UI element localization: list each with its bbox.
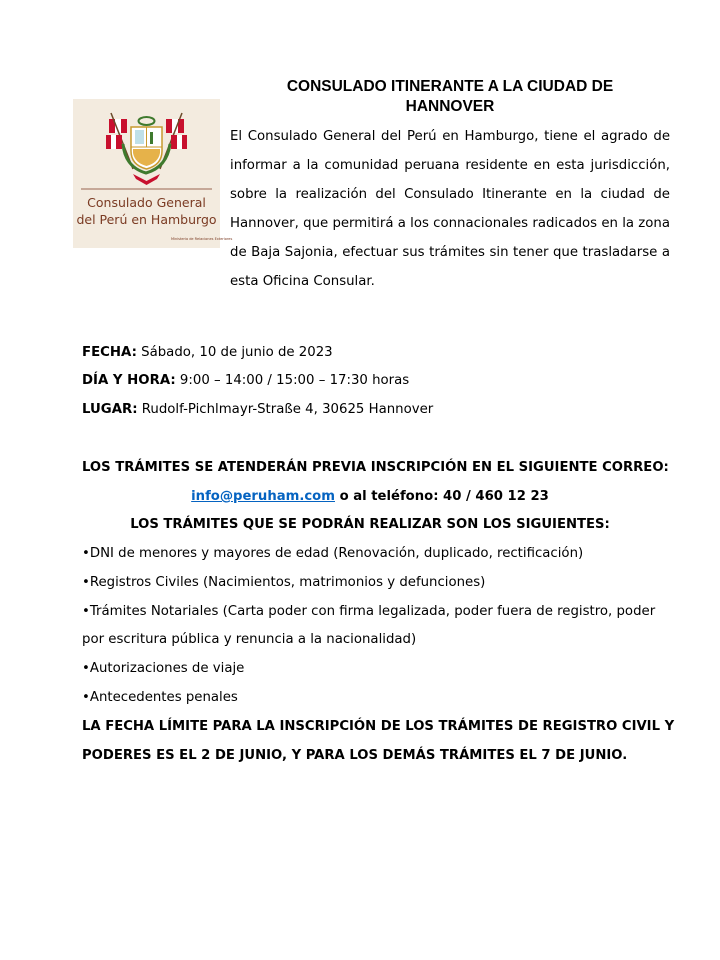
contact-line [82,489,658,504]
logo-text-line-1: Consulado General [87,195,206,210]
phone-text: o al teléfono: 40 / 460 12 23 [334,489,549,504]
date-value: Sábado, 10 de junio de 2023 [136,345,333,360]
peru-coat-of-arms-icon [73,99,220,194]
page-title [230,77,670,117]
logo-small-text: Ministerio de Relaciones Exteriores [171,237,233,241]
list-item: •Autorizaciones de viaje [82,661,245,676]
time-line [82,373,409,388]
logo-text-line-2: del Perú en Hamburgo [76,212,217,227]
place-line [82,402,433,417]
list-item: •DNI de menores y mayores de edad (Renovación, duplicado, rectificación) [82,546,584,561]
list-item: •Antecedentes penales [82,690,238,705]
list-item: por escritura pública y renuncia a la nacionalidad) [82,632,417,647]
deadline-line-1: LA FECHA LÍMITE PARA LA INSCRIPCIÓN DE LOS TRÁMITES DE REGISTRO CIVIL Y [82,719,675,734]
email-link[interactable]: info@peruham.com [191,489,335,504]
deadline-line-2: PODERES ES EL 2 DE JUNIO, Y PARA LOS DEMÁS TRÁMITES EL 7 DE JUNIO. [82,748,628,763]
services-heading: LOS TRÁMITES QUE SE PODRÁN REALIZAR SON LOS SIGUIENTES: [130,517,610,532]
place-value: Rudolf-Pichlmayr-Straße 4, 30625 Hannover [137,402,434,417]
list-item: •Trámites Notariales (Carta poder con firma legalizada, poder fuera de registro, poder [82,604,656,619]
title-line-1: CONSULADO ITINERANTE A LA CIUDAD DE [286,78,614,95]
title-line-2: HANNOVER [405,98,495,115]
place-label: LUGAR: [82,402,138,417]
time-label: DÍA Y HORA: [82,373,176,388]
date-line [82,345,333,360]
consulate-logo [73,99,233,248]
time-value: 9:00 – 14:00 / 15:00 – 17:30 horas [175,373,410,388]
intro-paragraph: El Consulado General del Perú en Hamburgo, tiene el agrado de informar a la comunidad peruana residente en esta jurisdicción, sobre la realización del Consulado Itinerante en la ciudad de Hannover, que permitirá a los connacionales radicados en la zona de Baja Sajonia, efectuar sus trámites sin tener que trasladarse a esta Oficina Consular. [230,129,670,289]
list-item: •Registros Civiles (Nacimientos, matrimonios y defunciones) [82,575,486,590]
date-label: FECHA: [82,345,137,360]
registration-heading: LOS TRÁMITES SE ATENDERÁN PREVIA INSCRIPCIÓN EN EL SIGUIENTE CORREO: [82,460,669,475]
